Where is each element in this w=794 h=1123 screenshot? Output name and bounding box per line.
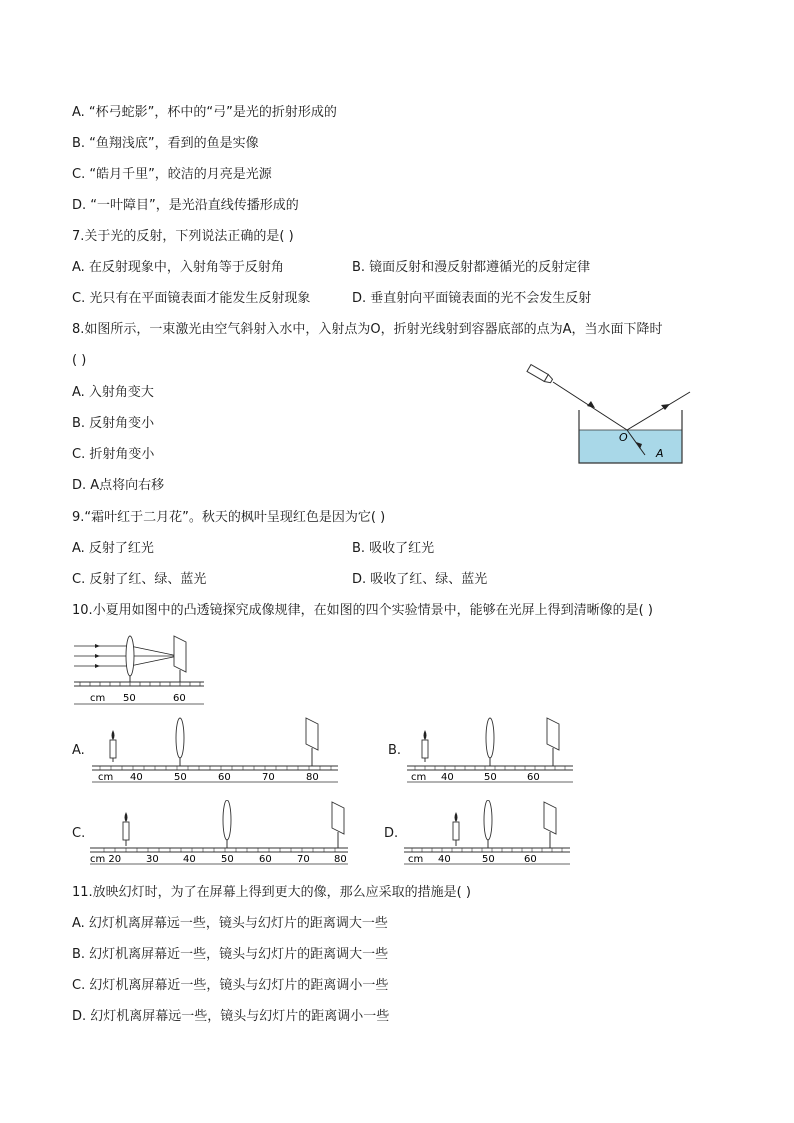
q11-option-c: C. 幻灯机离屏幕近一些，镜头与幻灯片的距离调小一些 [72,978,389,993]
tick-label: 30 [146,854,159,865]
screen-icon [332,802,344,834]
candle-icon [123,822,129,840]
tick-label: cm [90,693,106,704]
candle-icon [422,740,428,758]
tick-label: 60 [259,854,272,865]
tick-label: 70 [262,772,275,783]
point-o-label: O [619,431,628,444]
q9-option-a: A. 反射了红光 [72,541,154,556]
tick-label: cm 20 [90,854,122,865]
q11-option-a: A. 幻灯机离屏幕远一些，镜头与幻灯片的距离调大一些 [72,916,388,931]
tick-label: 80 [306,772,319,783]
q8-option-c: C. 折射角变小 [72,447,155,462]
tick-label: 50 [484,772,497,783]
incident-arrow [587,401,595,408]
q7-option-b: B. 镜面反射和漫反射都遵循光的反射定律 [352,260,591,275]
q8-paren: ( ) [72,353,87,368]
q9-option-c: C. 反射了红、绿、蓝光 [72,572,207,587]
q9-option-b: B. 吸收了红光 [352,541,435,556]
reflected-ray [627,392,690,430]
point-a-label: A [656,447,664,460]
tick-label: cm [408,854,424,865]
q10-option-c-label: C. [72,826,86,841]
q9-option-d: D. 吸收了红、绿、蓝光 [352,572,488,587]
tick-label: 40 [441,772,454,783]
tick-label: 40 [130,772,143,783]
tick-label: 50 [174,772,187,783]
tick-label: 80 [334,854,347,865]
q6-option-b: B. “鱼翔浅底”，看到的鱼是实像 [72,136,259,151]
tick-label: 70 [297,854,310,865]
tick-label: cm [98,772,114,783]
q8-stem: 8.如图所示，一束激光由空气斜射入水中，入射点为O，折射光线射到容器底部的点为A，当水面下降时 [72,322,663,337]
convex-lens-icon [223,800,231,840]
q8-option-d: D. A点将向右移 [72,478,165,493]
q10-option-c-figure [88,800,350,866]
tick-label: 50 [123,693,136,704]
q7-stem: 7.关于光的反射，下列说法正确的是( ) [72,229,294,244]
q10-option-d-figure [402,800,574,866]
tick-label: 50 [221,854,234,865]
tick-label: 40 [183,854,196,865]
screen-icon [544,802,556,834]
candle-icon [453,822,459,840]
q6-option-a: A. “杯弓蛇影”，杯中的“弓”是光的折射形成的 [72,105,337,120]
q10-stem: 10.小夏用如图中的凸透镜探究成像规律，在如图的四个实验情景中，能够在光屏上得到清晰像的是( ) [72,603,653,618]
q10-option-b-figure [405,716,575,784]
laser-pen-icon [527,365,554,385]
q11-option-b: B. 幻灯机离屏幕近一些，镜头与幻灯片的距离调大一些 [72,947,389,962]
tick-label: 60 [524,854,537,865]
q10-option-d-label: D. [384,826,399,841]
q7-option-c: C. 光只有在平面镜表面才能发生反射现象 [72,291,311,306]
screen-icon [174,636,186,672]
convex-lens-icon [486,718,494,758]
q11-option-d: D. 幻灯机离屏幕远一些，镜头与幻灯片的距离调小一些 [72,1009,390,1024]
convex-lens-icon [176,718,184,758]
q10-option-a-label: A. [72,743,85,758]
q10-option-a-figure [90,716,340,784]
convex-lens-icon [126,636,134,676]
q6-option-d: D. “一叶障目”，是光沿直线传播形成的 [72,198,299,213]
q8-option-b: B. 反射角变小 [72,416,155,431]
tick-label: 60 [527,772,540,783]
candle-icon [110,740,116,758]
screen-icon [547,718,559,750]
q11-stem: 11.放映幻灯时，为了在屏幕上得到更大的像，那么应采取的措施是( ) [72,885,471,900]
q9-stem: 9.“霜叶红于二月花”。秋天的枫叶呈现红色是因为它( ) [72,510,386,525]
tick-label: cm [411,772,427,783]
convex-lens-icon [484,800,492,840]
q8-option-a: A. 入射角变大 [72,385,154,400]
tick-label: 40 [438,854,451,865]
tick-label: 60 [218,772,231,783]
q7-option-d: D. 垂直射向平面镜表面的光不会发生反射 [352,291,592,306]
q6-option-c: C. “皓月千里”，皎洁的月亮是光源 [72,167,272,182]
screen-icon [306,718,318,750]
q7-option-a: A. 在反射现象中，入射角等于反射角 [72,260,284,275]
q8-refraction-figure [515,360,705,470]
tick-label: 50 [482,854,495,865]
tick-label: 60 [173,693,186,704]
q10-option-b-label: B. [388,743,402,758]
q10-focal-reference-figure [70,630,210,708]
ruler-ticks [80,682,200,686]
